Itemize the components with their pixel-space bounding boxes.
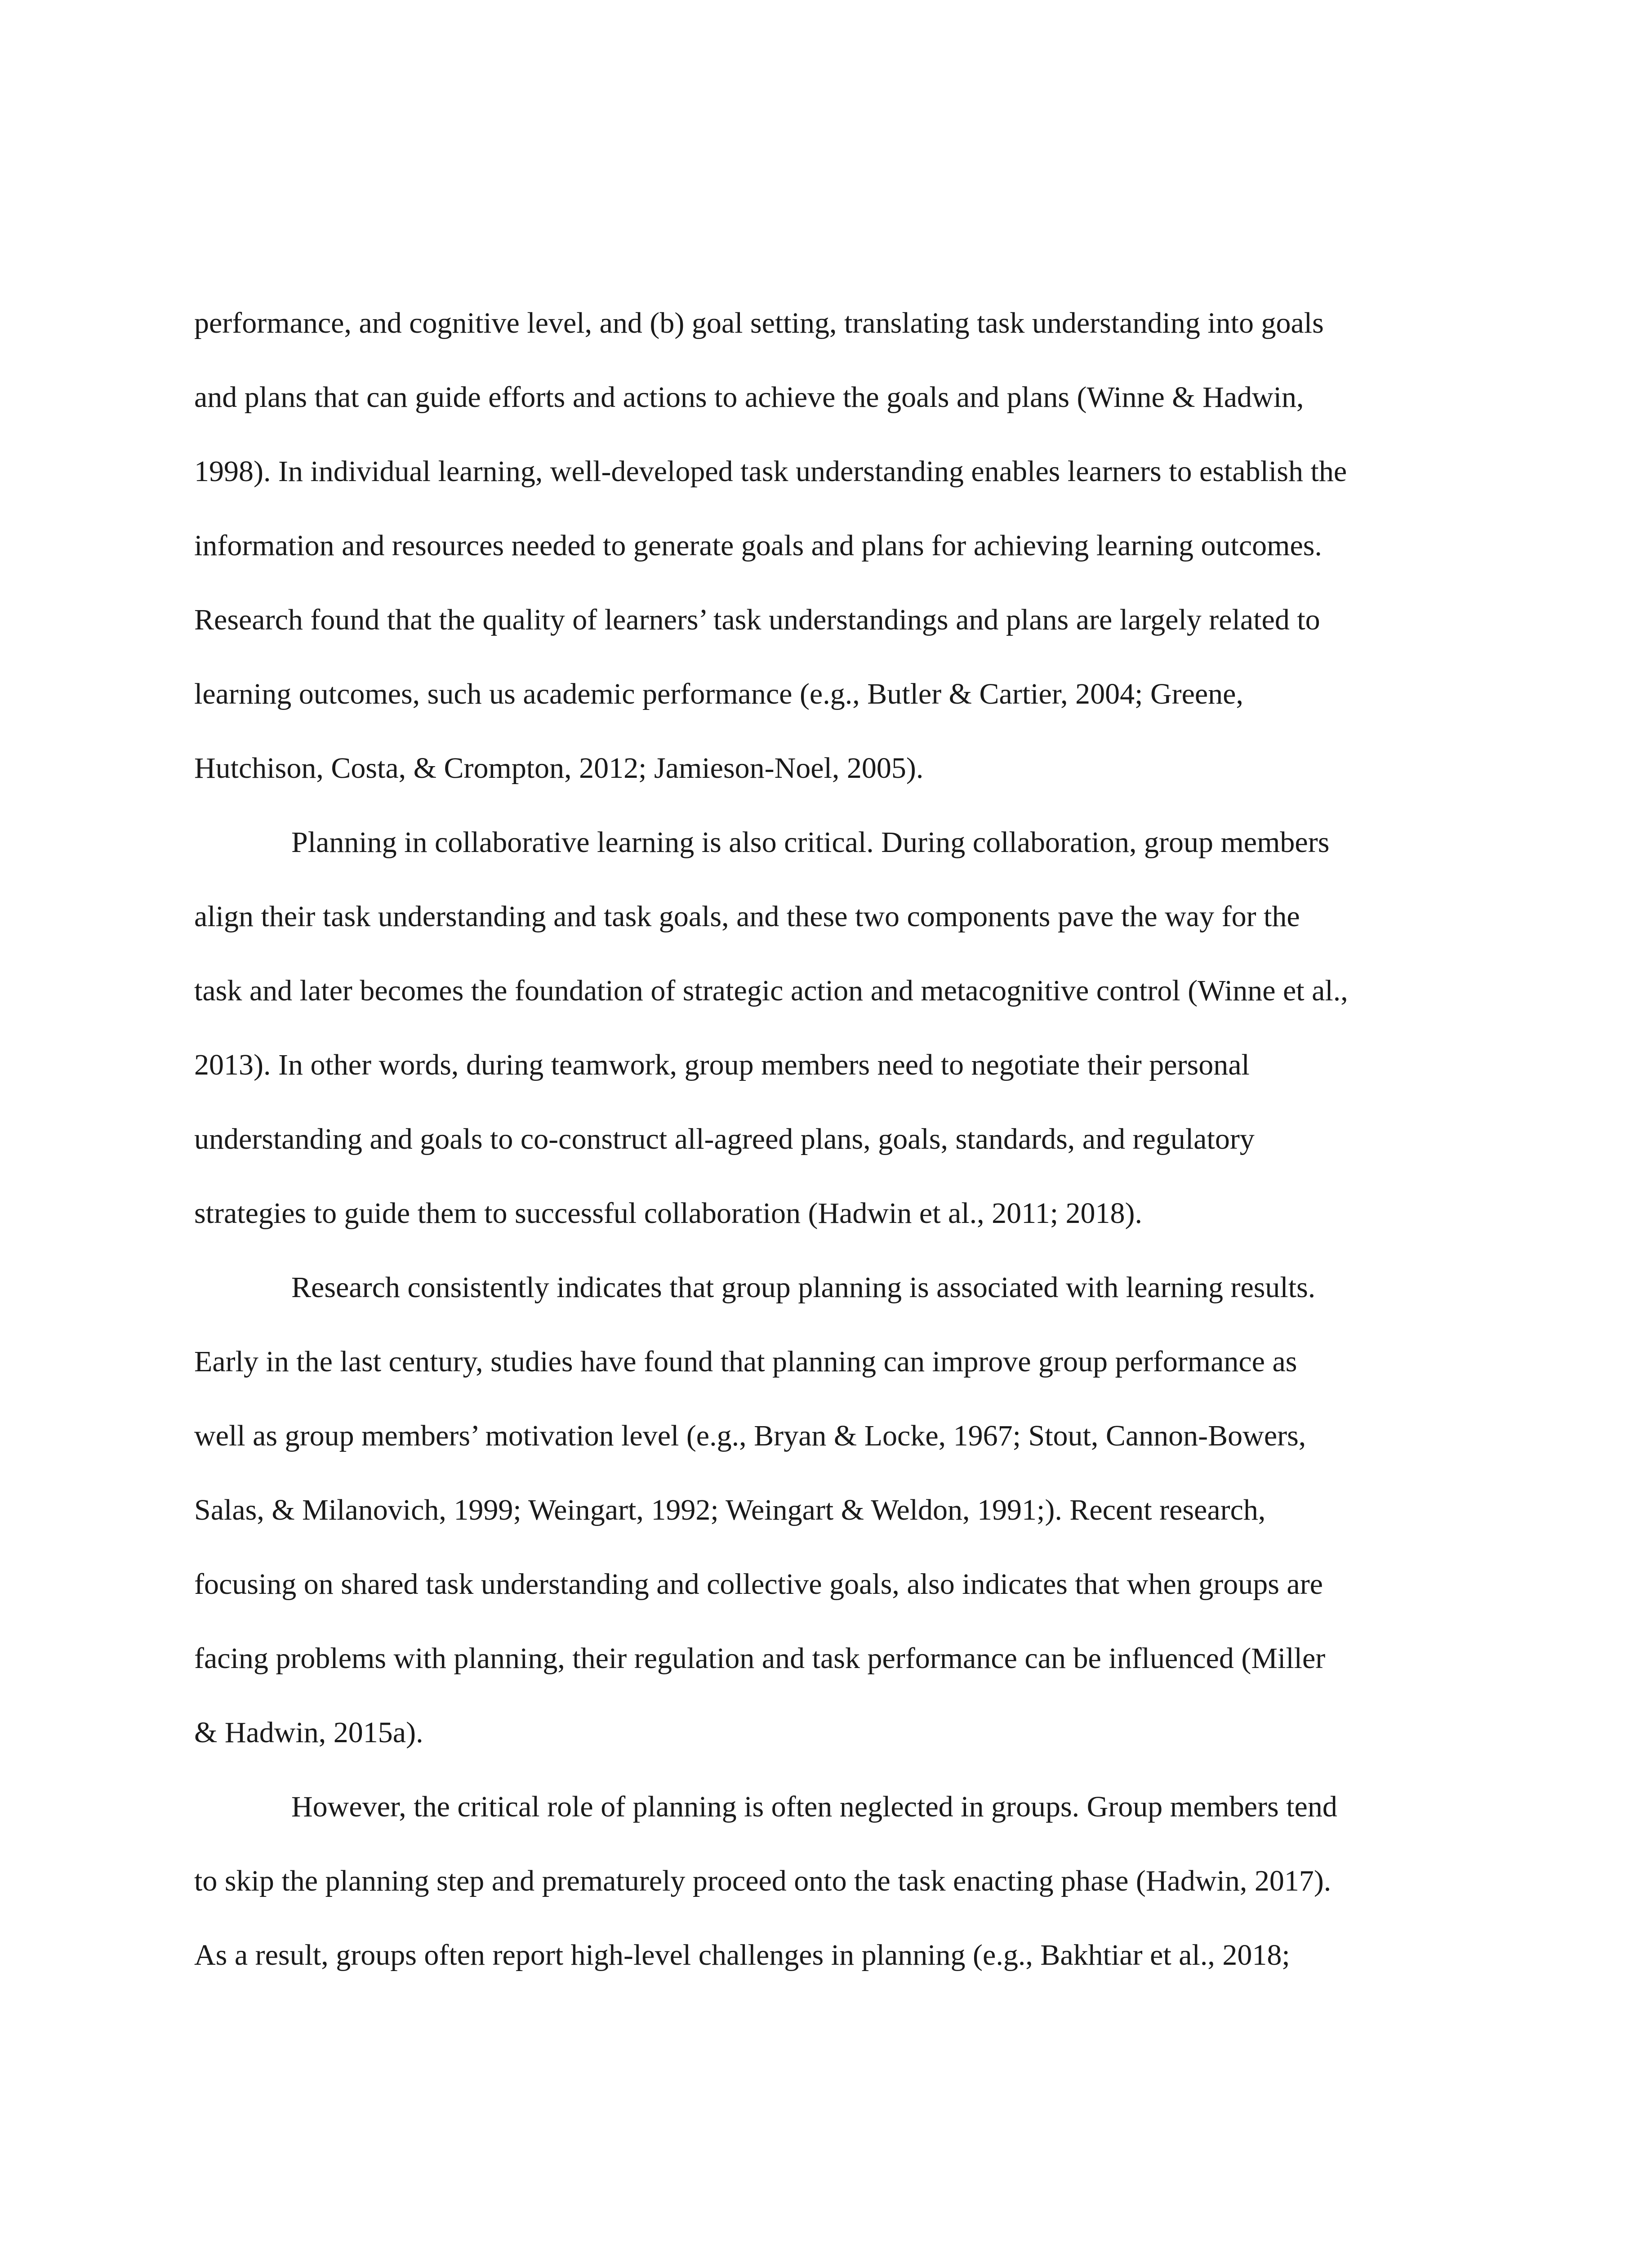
- text-line: align their task understanding and task goals, and these two components pave the way for the: [194, 900, 1300, 933]
- text-line: performance, and cognitive level, and (b) goal setting, translating task understanding into goals: [194, 307, 1324, 339]
- text-line: focusing on shared task understanding and collective goals, also indicates that when groups are: [194, 1568, 1323, 1601]
- text-line: to skip the planning step and prematurely proceed onto the task enacting phase (Hadwin, 2017).: [194, 1864, 1331, 1897]
- text-line: information and resources needed to generate goals and plans for achieving learning outcomes.: [194, 529, 1322, 562]
- text-line: facing problems with planning, their regulation and task performance can be influenced (Miller: [194, 1642, 1326, 1675]
- text-line: Research found that the quality of learners’ task understandings and plans are largely related to: [194, 603, 1320, 636]
- text-line: learning outcomes, such us academic performance (e.g., Butler & Cartier, 2004; Greene,: [194, 678, 1243, 710]
- text-line: As a result, groups often report high-level challenges in planning (e.g., Bakhtiar et al., 2018;: [194, 1939, 1290, 1971]
- text-line: understanding and goals to co-construct all-agreed plans, goals, standards, and regulatory: [194, 1123, 1255, 1155]
- text-line: well as group members’ motivation level (e.g., Bryan & Locke, 1967; Stout, Cannon-Bowers,: [194, 1419, 1306, 1452]
- text-line: and plans that can guide efforts and actions to achieve the goals and plans (Winne & Hadwin,: [194, 381, 1304, 414]
- text-line: & Hadwin, 2015a).: [194, 1716, 423, 1749]
- paragraph-first-line: Planning in collaborative learning is also critical. During collaboration, group members: [291, 826, 1330, 859]
- paragraph-first-line: However, the critical role of planning is often neglected in groups. Group members tend: [291, 1790, 1337, 1823]
- text-line: strategies to guide them to successful collaboration (Hadwin et al., 2011; 2018).: [194, 1197, 1143, 1230]
- text-line: Hutchison, Costa, & Crompton, 2012; Jamieson-Noel, 2005).: [194, 752, 924, 785]
- text-line: 2013). In other words, during teamwork, group members need to negotiate their personal: [194, 1048, 1250, 1081]
- text-line: task and later becomes the foundation of strategic action and metacognitive control (Winne et al.,: [194, 974, 1348, 1007]
- text-line: Salas, & Milanovich, 1999; Weingart, 1992; Weingart & Weldon, 1991;). Recent research,: [194, 1494, 1266, 1526]
- body-text: [194, 286, 1453, 1992]
- text-line: 1998). In individual learning, well-developed task understanding enables learners to establish the: [194, 455, 1347, 488]
- text-line: Early in the last century, studies have found that planning can improve group performance as: [194, 1345, 1297, 1378]
- paragraph-first-line: Research consistently indicates that group planning is associated with learning results.: [291, 1271, 1316, 1304]
